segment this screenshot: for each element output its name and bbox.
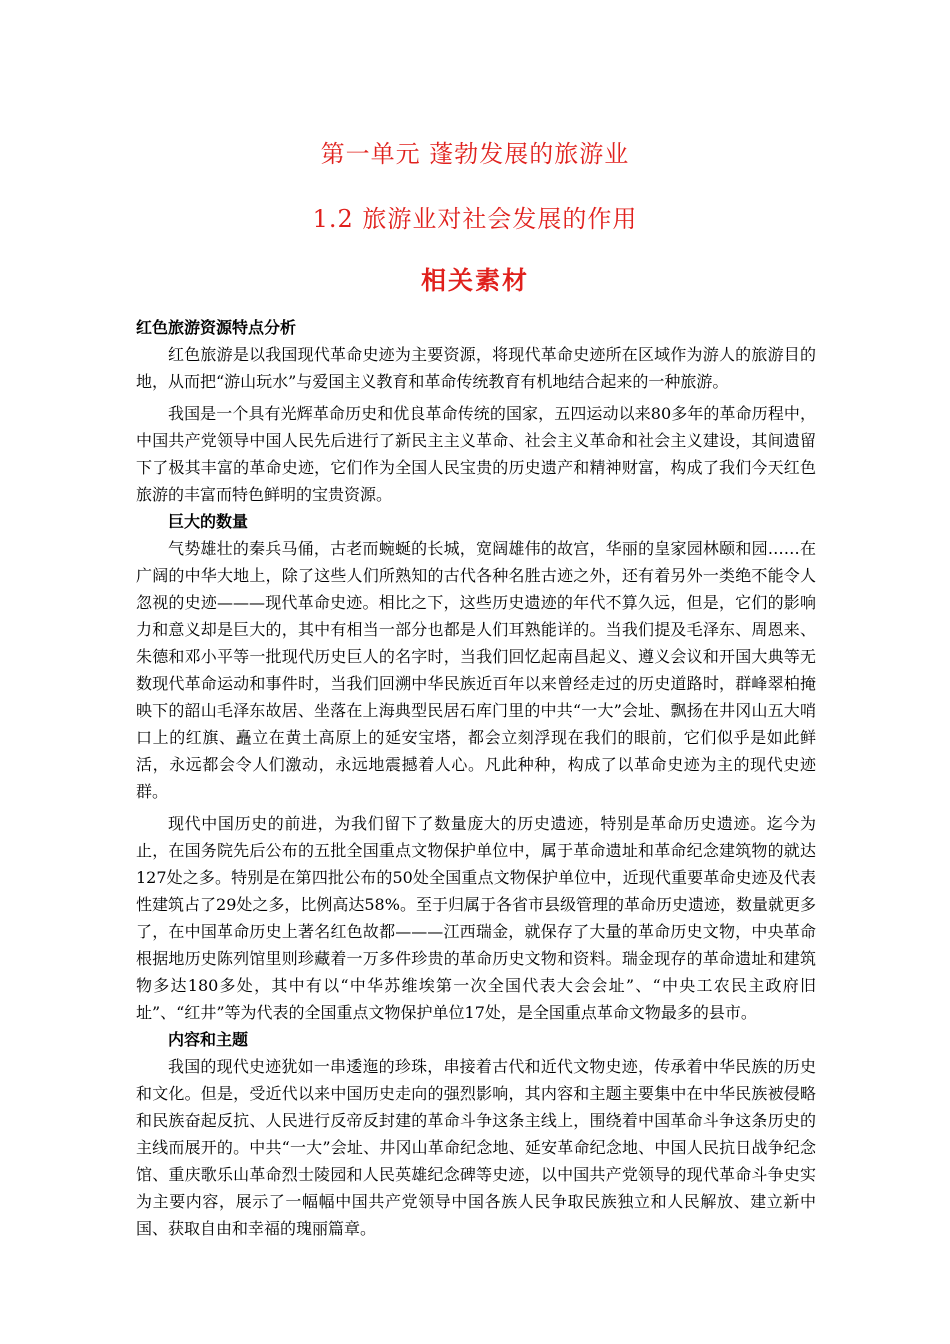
paragraph: 气势雄壮的秦兵马俑，古老而蜿蜒的长城，宽阔雄伟的故宫，华丽的皇家园林颐和园……在广阔的中华大地上，除了这些人们所熟知的古代各种名胜古迹之外，还有着另外一类绝不能令人忽视的史迹———现代革命史迹。相比之下，这些历史遗迹的年代不算久远，但是，它们的影响力和意义却是巨大的，其中有相当一部分也都是人们耳熟能详的。当我们提及毛泽东、周恩来、朱德和邓小平等一批现代历史巨人的名字时，当我们回忆起南昌起义、遵义会议和开国大典等无数现代革命运动和事件时，当我们回溯中华民族近百年以来曾经走过的历史道路时，群峰翠柏掩映下的韶山毛泽东故居、坐落在上海典型民居石库门里的中共“一大”会址、飘扬在井冈山五大哨口上的红旗、矗立在黄土高原上的延安宝塔，都会立刻浮现在我们的眼前，它们似乎是如此鲜活，永远都会令人们激动，永远地震撼着人心。凡此种种，构成了以革命史迹为主的现代史迹群。 — [136, 539, 816, 801]
paragraph: 现代中国历史的前进，为我们留下了数量庞大的历史遗迹，特别是革命历史遗迹。迄今为止，在国务院先后公布的五批全国重点文物保护单位中，属于革命遗址和革命纪念建筑物的就达127处之多。特别是在第四批公布的50处全国重点文物保护单位中，近现代重要革命史迹及代表性建筑占了29处之多，比例高达58%。至于归属于各省市县级管理的革命历史遗迹，数量就更多了，在中国革命历史上著名红色故都———江西瑞金，就保存了大量的革命历史文物，中央革命根据地历史陈列馆里则珍藏着一万多件珍贵的革命历史文物和资料。瑞金现存的革命遗址和建筑物多达180多处，其中有以“中华苏维埃第一次全国代表大会会址”、“中央工农民主政府旧址”、“红井”等为代表的全国重点文物保护单位17处，是全国重点革命文物最多的县市。 — [136, 814, 816, 1022]
section-heading-quantity: 巨大的数量 — [168, 512, 249, 531]
section-heading-content-theme: 内容和主题 — [168, 1030, 249, 1049]
unit-title: 第一单元 蓬勃发展的旅游业 — [320, 140, 630, 168]
paragraph: 我国是一个具有光辉革命历史和优良革命传统的国家，五四运动以来80多年的革命历程中，中国共产党领导中国人民先后进行了新民主主义革命、社会主义革命和社会主义建设，其间遗留下了极其丰富的革命史迹，它们作为全国人民宝贵的历史遗产和精神财富，构成了我们今天红色旅游的丰富而特色鲜明的宝贵资源。 — [136, 404, 816, 504]
article-body — [136, 314, 816, 1247]
article-heading: 红色旅游资源特点分析 — [136, 318, 297, 337]
paragraph: 红色旅游是以我国现代革命史迹为主要资源，将现代革命史迹所在区域作为游人的旅游目的地，从而把“游山玩水”与爱国主义教育和革命传统教育有机地结合起来的一种旅游。 — [136, 345, 816, 391]
lesson-title: 1.2 旅游业对社会发展的作用 — [312, 205, 638, 233]
material-title: 相关素材 — [420, 266, 529, 295]
paragraph: 我国的现代史迹犹如一串逶迤的珍珠，串接着古代和近代文物史迹，传承着中华民族的历史和文化。但是，受近代以来中国历史走向的强烈影响，其内容和主题主要集中在中华民族被侵略和民族奋起反抗、人民进行反帝反封建的革命斗争这条主线上，围绕着中国革命斗争这条历史的主线而展开的。中共“一大”会址、井冈山革命纪念地、延安革命纪念地、中国人民抗日战争纪念馆、重庆歌乐山革命烈士陵园和人民英雄纪念碑等史迹，以中国共产党领导的现代革命斗争史实为主要内容，展示了一幅幅中国共产党领导中国各族人民争取民族独立和人民解放、建立新中国、获取自由和幸福的瑰丽篇章。 — [136, 1057, 816, 1238]
